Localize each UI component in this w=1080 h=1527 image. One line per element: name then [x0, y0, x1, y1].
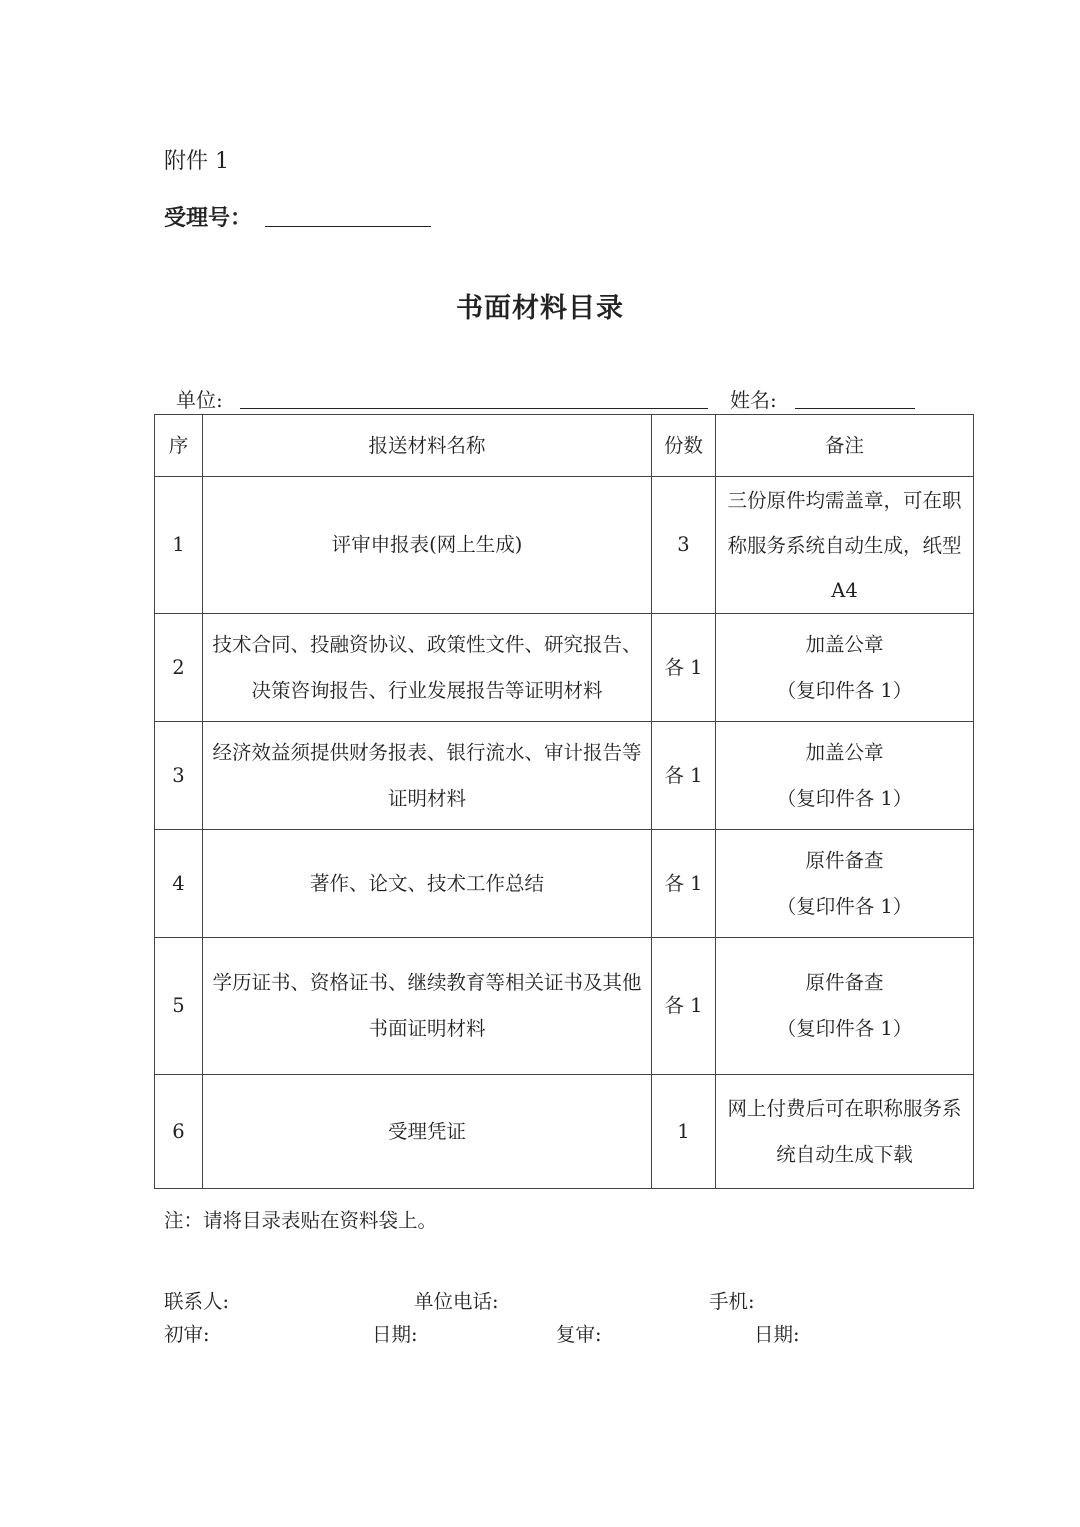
table-row [155, 722, 974, 830]
header-note: 备注 [716, 415, 974, 477]
row-note [716, 938, 974, 1075]
row-name: 技术合同、投融资协议、政策性文件、研究报告、决策咨询报告、行业发展报告等证明材料 [203, 614, 652, 722]
row-copies: 1 [652, 1075, 716, 1189]
row-note-line1: 加盖公章 [805, 740, 884, 764]
acceptance-number-label: 受理号： [164, 206, 253, 231]
row-copies: 各 1 [652, 614, 716, 722]
first-review-label: 初审: [164, 1323, 210, 1346]
row-copies: 各 1 [652, 830, 716, 938]
row-copies: 各 1 [652, 722, 716, 830]
acceptance-number-field[interactable] [265, 226, 431, 227]
table-row [155, 938, 974, 1075]
second-review-date-label: 日期: [754, 1323, 800, 1346]
row-note: 三份原件均需盖章，可在职称服务系统自动生成，纸型 A4 [716, 477, 974, 614]
name-label: 姓名: [730, 388, 777, 412]
unit-field[interactable] [240, 408, 708, 409]
footnote: 注：请将目录表贴在资料袋上。 [164, 1209, 438, 1232]
row-seq: 3 [155, 722, 203, 830]
header-seq: 序 [155, 415, 203, 477]
row-note-line2: （复印件各 1） [776, 1017, 913, 1040]
materials-table [154, 414, 974, 1189]
table-row [155, 477, 974, 614]
row-name: 受理凭证 [203, 1075, 652, 1189]
table-row [155, 614, 974, 722]
header-name: 报送材料名称 [203, 415, 652, 477]
first-review-date-label: 日期: [372, 1323, 418, 1346]
row-note [716, 722, 974, 830]
row-name: 学历证书、资格证书、继续教育等相关证书及其他书面证明材料 [203, 938, 652, 1075]
table-header-row [155, 415, 974, 477]
row-note [716, 614, 974, 722]
row-name: 经济效益须提供财务报表、银行流水、审计报告等证明材料 [203, 722, 652, 830]
contact-label: 联系人: [164, 1290, 230, 1313]
page-title: 书面材料目录 [456, 293, 624, 324]
attachment-label: 附件 1 [164, 149, 229, 174]
name-field[interactable] [795, 408, 915, 409]
row-note-line1: 加盖公章 [805, 632, 884, 656]
unit-label: 单位: [176, 388, 223, 412]
unit-phone-label: 单位电话: [414, 1290, 499, 1313]
row-seq: 2 [155, 614, 203, 722]
row-copies: 3 [652, 477, 716, 614]
row-seq: 1 [155, 477, 203, 614]
row-note-line1: 原件备查 [805, 848, 884, 872]
row-seq: 5 [155, 938, 203, 1075]
row-name: 著作、论文、技术工作总结 [203, 830, 652, 938]
row-seq: 6 [155, 1075, 203, 1189]
mobile-label: 手机: [709, 1290, 755, 1313]
row-note: 网上付费后可在职称服务系统自动生成下载 [716, 1075, 974, 1189]
row-seq: 4 [155, 830, 203, 938]
row-note [716, 830, 974, 938]
row-note-line2: （复印件各 1） [776, 786, 913, 810]
header-copies: 份数 [652, 415, 716, 477]
second-review-label: 复审: [556, 1323, 602, 1346]
row-name: 评审申报表(网上生成) [203, 477, 652, 614]
table-row [155, 1075, 974, 1189]
table-row [155, 830, 974, 938]
row-note-line1: 原件备查 [805, 971, 884, 994]
row-note-line2: （复印件各 1） [776, 894, 913, 918]
row-copies: 各 1 [652, 938, 716, 1075]
row-note-line2: （复印件各 1） [776, 678, 913, 702]
